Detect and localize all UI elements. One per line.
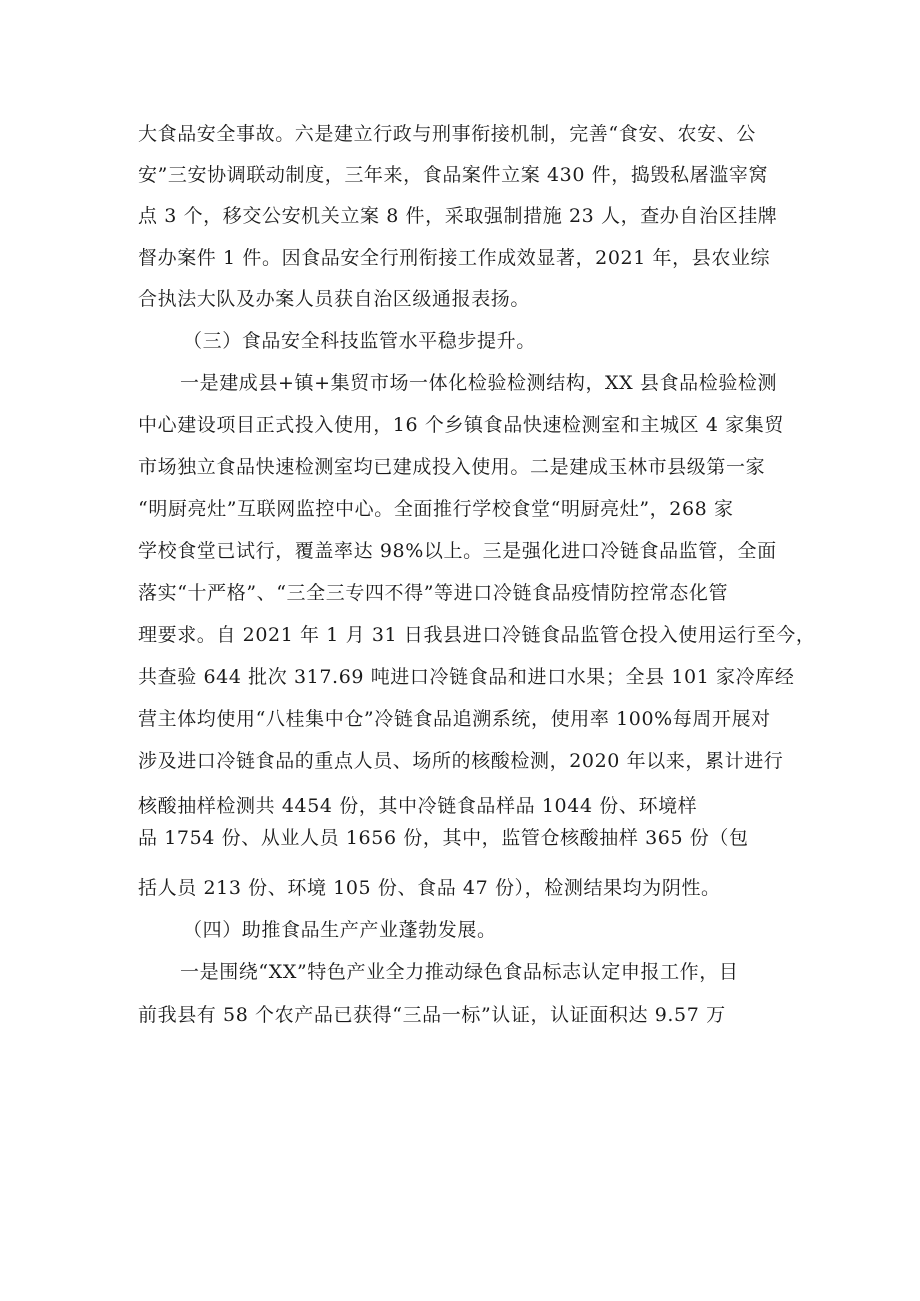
text-line: 学校食堂已试行，覆盖率达 98%以上。三是强化进口冷链食品监管，全面	[138, 540, 777, 562]
text-line: 落实“十严格”、“三全三专四不得”等进口冷链食品疫情防控常态化管	[138, 582, 729, 604]
section-heading: （四）助推食品生产产业蓬勃发展。	[183, 919, 497, 941]
text-line: 督办案件 1 件。因食品安全行刑衔接工作成效显著，2021 年，县农业综	[138, 247, 771, 269]
text-line: 安”三安协调联动制度，三年来，食品案件立案 430 件，捣毁私屠滥宰窝	[138, 164, 769, 186]
text-line: 括人员 213 份、环境 105 份、食品 47 份），检测结果均为阴性。	[138, 877, 721, 899]
text-line: 点 3 个，移交公安机关立案 8 件，采取强制措施 23 人，查办自治区挂牌	[138, 205, 778, 227]
text-line: 涉及进口冷链食品的重点人员、场所的核酸检测，2020 年以来，累计进行	[138, 750, 784, 772]
text-line: 合执法大队及办案人员获自治区级通报表扬。	[138, 288, 531, 310]
text-line: 核酸抽样检测共 4454 份，其中冷链食品样品 1044 份、环境样	[138, 795, 698, 817]
text-line: 大食品安全事故。六是建立行政与刑事衔接机制，完善“食安、农安、公	[138, 123, 756, 145]
text-line: 理要求。自 2021 年 1 月 31 日我县进口冷链食品监管仓投入使用运行至今，	[138, 624, 816, 646]
text-line: 一是建成县+镇+集贸市场一体化检验检测结构，XX 县食品检验检测	[180, 372, 778, 394]
text-line: 市场独立食品快速检测室均已建成投入使用。二是建成玉林市县级第一家	[138, 456, 766, 478]
text-line: 共查验 644 批次 317.69 吨进口冷链食品和进口水果；全县 101 家冷库经	[138, 666, 795, 688]
text-line: 中心建设项目正式投入使用，16 个乡镇食品快速检测室和主城区 4 家集贸	[138, 414, 784, 436]
section-heading: （三）食品安全科技监管水平稳步提升。	[183, 330, 536, 352]
text-line: “明厨亮灶”互联网监控中心。全面推行学校食堂“明厨亮灶”，268 家	[138, 498, 734, 520]
text-line: 品 1754 份、从业人员 1656 份，其中，监管仓核酸抽样 365 份（包	[138, 827, 749, 849]
text-line: 前我县有 58 个农产品已获得“三品一标”认证，认证面积达 9.57 万	[138, 1004, 726, 1026]
text-line: 营主体均使用“八桂集中仓”冷链食品追溯系统，使用率 100%每周开展对	[138, 708, 771, 730]
text-line: 一是围绕“XX”特色产业全力推动绿色食品标志认定申报工作，目	[180, 961, 739, 983]
